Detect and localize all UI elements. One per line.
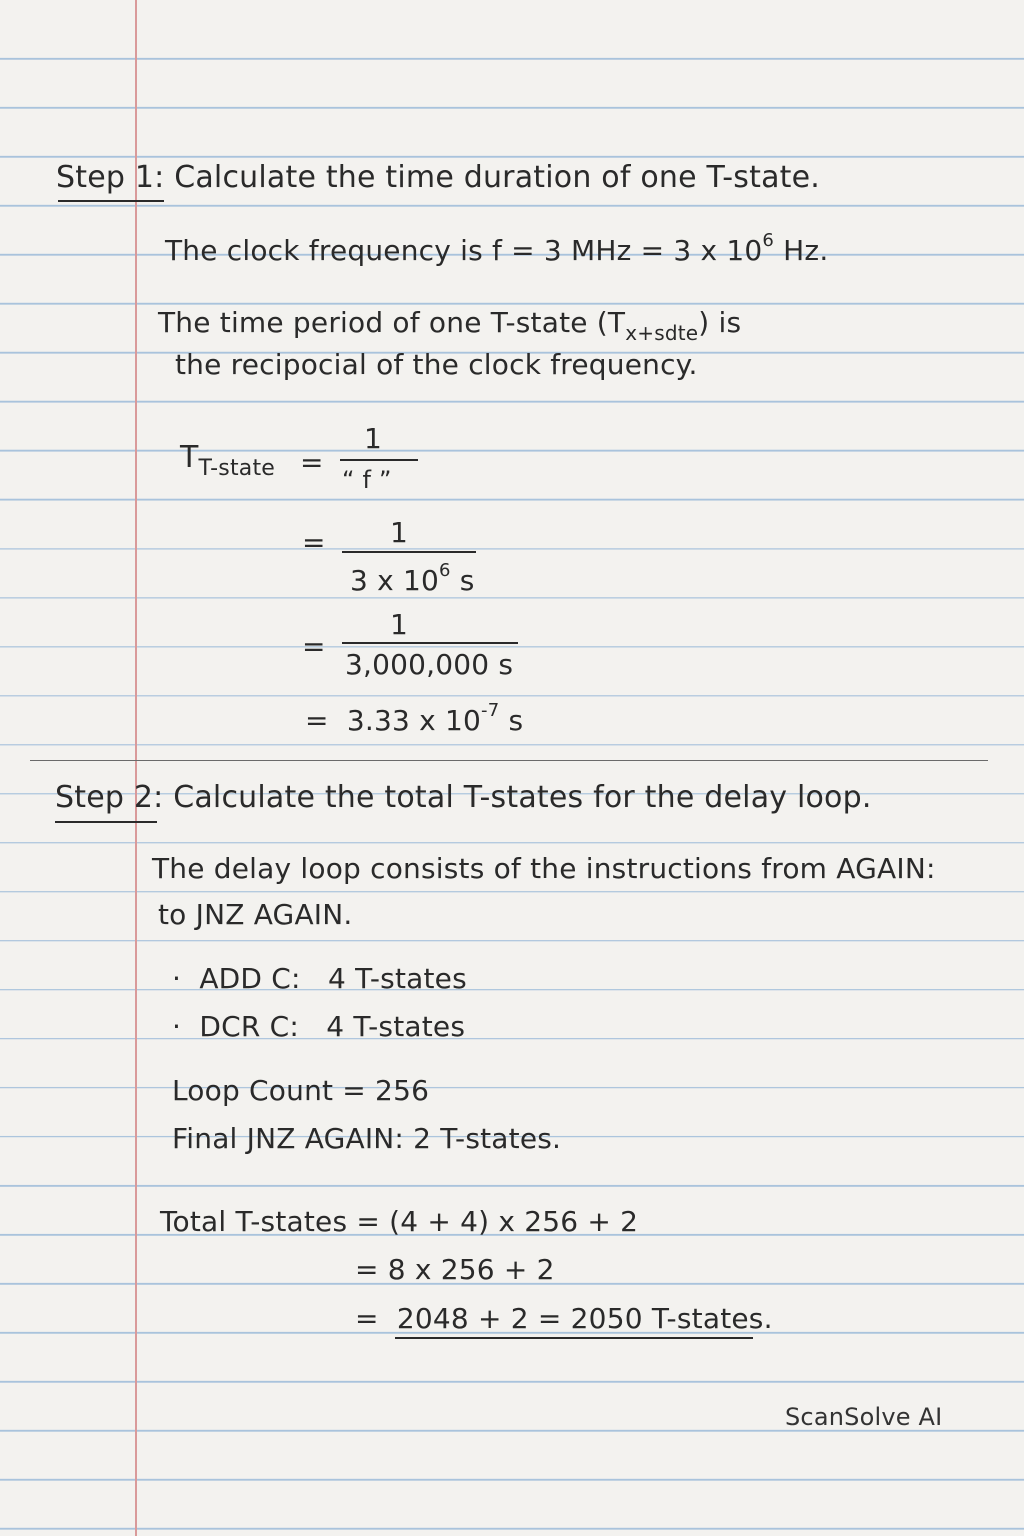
eq2-equals: =: [302, 526, 326, 559]
bullet-item-add: [172, 962, 467, 995]
step1-line2-post: ) is: [698, 306, 742, 339]
eq2-fraction-line: [342, 551, 476, 553]
step1-line2-sub: x+sdte: [625, 321, 699, 345]
step1-line3: the recipocial of the clock frequency.: [175, 348, 698, 381]
result-underline: [395, 1337, 753, 1339]
step2-line1: The delay loop consists of the instructions from AGAIN:: [152, 852, 936, 885]
eq3-denominator: 3,000,000 s: [345, 648, 514, 681]
total-line2: = 8 x 256 + 2: [355, 1253, 555, 1286]
eq3-fraction-line: [342, 642, 518, 644]
loop-count: Loop Count = 256: [172, 1074, 430, 1107]
total-line3-equals: =: [355, 1302, 379, 1335]
eq4-exp: -7: [481, 700, 500, 721]
bullet-instr: DCR C:: [199, 1010, 299, 1043]
eq3-equals: =: [302, 630, 326, 663]
step2-step-word: Step: [55, 780, 125, 815]
section-divider: [30, 760, 988, 761]
step1-line1-pre: The clock frequency is f = 3 MHz = 3 x 10: [165, 234, 763, 267]
eq1-equals: =: [300, 446, 324, 479]
eq4-post: s: [499, 704, 524, 737]
step1-underline: [58, 200, 164, 202]
step1-line1-exp: 6: [762, 230, 775, 251]
step1-line1: [165, 230, 828, 267]
eq2-den-post: s: [450, 564, 475, 597]
step2-underline: [55, 821, 157, 823]
eq4-equals: =: [305, 704, 329, 737]
step2-heading-rest: 2: Calculate the total T-states for the delay loop.: [133, 780, 872, 815]
brand-watermark: ScanSolve AI: [785, 1403, 943, 1431]
step1-line2: [158, 306, 741, 345]
step1-heading: [56, 160, 820, 195]
eq2-numerator: 1: [390, 516, 409, 549]
bullet-states: 4 T-states: [326, 1010, 466, 1043]
bullet-dot: ·: [172, 1010, 182, 1043]
step1-step-word: Step: [56, 160, 126, 195]
step2-line2: to JNZ AGAIN.: [158, 898, 353, 931]
total-line3: [355, 1302, 773, 1335]
total-line1: Total T-states = (4 + 4) x 256 + 2: [160, 1205, 639, 1238]
bullet-dot: ·: [172, 962, 182, 995]
eq2-den-exp: 6: [439, 560, 451, 581]
eq4-result: [305, 700, 523, 737]
eq-lhs-T: T: [180, 440, 199, 475]
eq2-den-pre: 3 x 10: [350, 564, 440, 597]
step1-line2-pre: The time period of one T-state (T: [158, 306, 626, 339]
bullet-item-dcr: [172, 1010, 465, 1043]
final-jnz: Final JNZ AGAIN: 2 T-states.: [172, 1122, 562, 1155]
step1-line1-post: Hz.: [774, 234, 829, 267]
eq1-denominator: “ f ”: [342, 466, 392, 494]
bullet-states: 4 T-states: [328, 962, 467, 995]
eq2-denominator: [350, 560, 475, 597]
eq-lhs-sub: T-state: [198, 456, 276, 481]
eq4-pre: 3.33 x 10: [346, 704, 482, 737]
eq-lhs: [180, 440, 275, 481]
step1-heading-rest: 1: Calculate the time duration of one T-state.: [134, 160, 821, 195]
eq1-fraction-line: [340, 459, 418, 461]
bullet-instr: ADD C:: [199, 962, 301, 995]
eq1-numerator: 1: [364, 422, 383, 455]
total-line3-result: 2048 + 2 = 2050 T-states.: [396, 1302, 773, 1335]
eq3-numerator: 1: [390, 608, 409, 641]
step2-heading: [55, 780, 872, 815]
